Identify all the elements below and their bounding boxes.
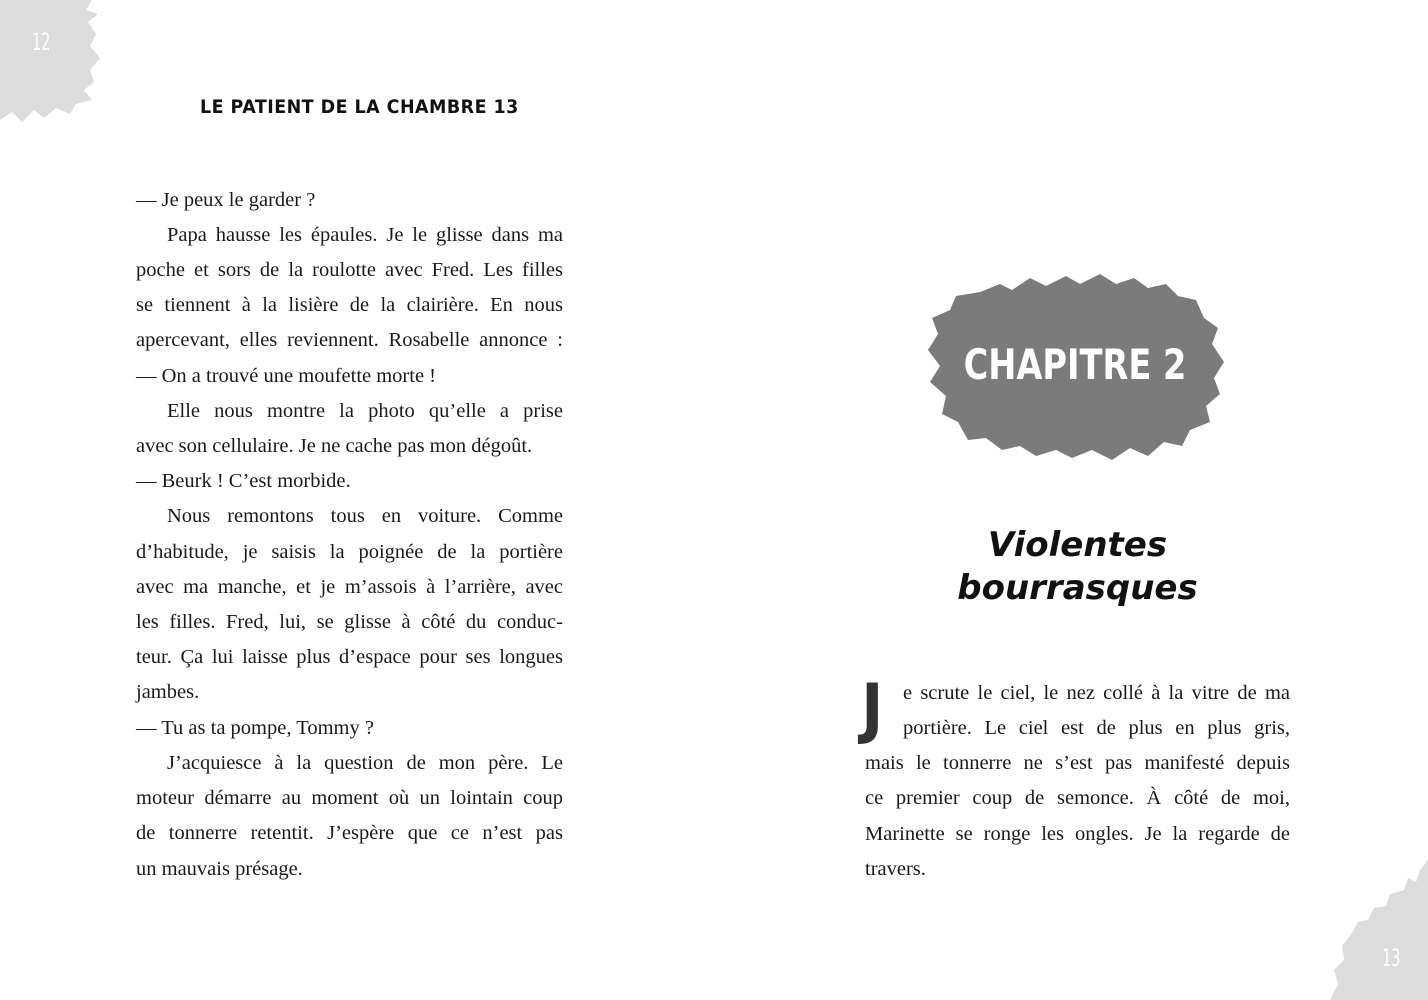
text-line: un mauvais présage.: [136, 858, 303, 880]
text-line: apercevant, elles reviennent. Rosabelle annonce :: [136, 329, 563, 351]
text-line: jambes.: [136, 681, 200, 703]
text-line: Nous remontons tous en voiture. Comme: [167, 505, 563, 527]
text-line: — Tu as ta pompe, Tommy ?: [136, 717, 374, 739]
text-line: — Beurk ! C’est morbide.: [136, 470, 351, 492]
text-line: poche et sors de la roulotte avec Fred. Les filles: [136, 259, 563, 281]
text-line: d’habitude, je saisis la poignée de la portière: [136, 541, 563, 563]
text-line: Papa hausse les épaules. Je le glisse dans ma: [167, 224, 563, 246]
page-number-left: 12: [32, 28, 51, 56]
page-number-blob-left: [0, 0, 110, 130]
page-number-blob-right: [1320, 860, 1428, 1000]
text-line: — Je peux le garder ?: [136, 189, 316, 211]
text-line: mais le tonnerre ne s’est pas manifesté depuis: [865, 752, 1290, 774]
text-line: Elle nous montre la photo qu’elle a prise: [167, 400, 563, 422]
chapter-title-line2: bourrasques: [957, 568, 1198, 608]
running-head: LE PATIENT DE LA CHAMBRE 13: [200, 96, 519, 118]
text-line: — On a trouvé une moufette morte !: [136, 365, 437, 387]
text-line: portière. Le ciel est de plus en plus gris,: [903, 717, 1290, 739]
page-number-right: 13: [1382, 944, 1401, 972]
text-line: Marinette se ronge les ongles. Je la regarde de: [865, 823, 1290, 845]
text-line: avec son cellulaire. Je ne cache pas mon dégoût.: [136, 435, 533, 457]
text-line: de tonnerre retentit. J’espère que ce n’est pas: [136, 822, 563, 844]
text-line: J’acquiesce à la question de mon père. Le: [167, 752, 563, 774]
text-line: e scrute le ciel, le nez collé à la vitre de ma: [903, 682, 1290, 704]
text-line: travers.: [865, 858, 926, 880]
chapter-label: CHAPITRE 2: [963, 340, 1187, 389]
text-line: moteur démarre au moment où un lointain coup: [136, 787, 563, 809]
text-line: teur. Ça lui laisse plus d’espace pour ses longues: [136, 646, 563, 668]
text-line: les filles. Fred, lui, se glisse à côté du conduc-: [136, 611, 563, 633]
chapter-title-line1: Violentes: [987, 525, 1168, 565]
drop-cap: J: [861, 670, 884, 747]
text-line: avec ma manche, et je m’assois à l’arrière, avec: [136, 576, 563, 598]
text-line: ce premier coup de semonce. À côté de moi,: [865, 787, 1290, 809]
text-line: se tiennent à la lisière de la clairière. En nous: [136, 294, 563, 316]
